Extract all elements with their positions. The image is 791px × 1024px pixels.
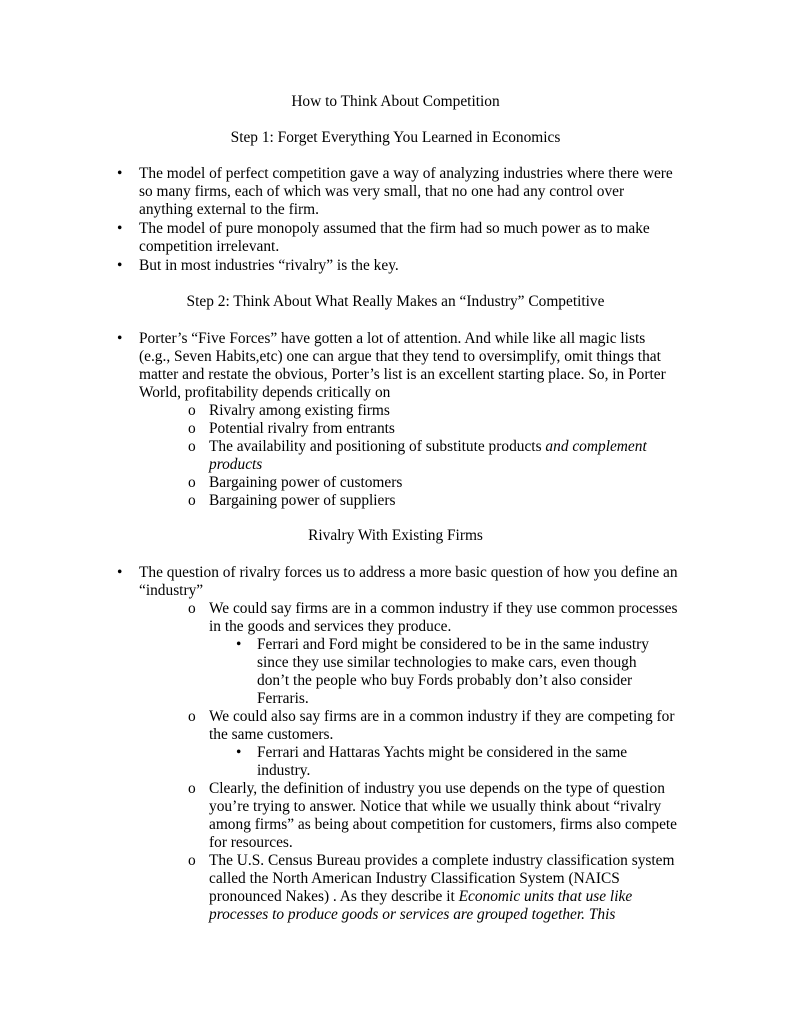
bullet-marker (117, 564, 122, 582)
sub-bullet-marker (188, 780, 196, 798)
sub-bullet-marker (188, 420, 196, 438)
rivalry-sub-1-example: Ferrari and Ford might be considered to be in the same industry since they use similar technologies to make cars, even though don’t the people who buy Fords probably don’t also consider Ferraris. (257, 636, 649, 707)
rivalry-intro: The question of rivalry forces us to address a more basic question of how you define an “industry” (139, 564, 678, 599)
step2-intro: Porter’s “Five Forces” have gotten a lot of attention. And while like all magic lists (e.g., Seven Habits,etc) one can argue that they tend to oversimplify, omit things that matter and restate the obvious, Porter’s list is an excellent starting place. So, in Porter World, profitability depends critically on (139, 330, 666, 401)
force-substitutes (209, 438, 679, 474)
step1-bullet-3: But in most industries “rivalry” is the key. (139, 257, 399, 274)
substitute-text: The availability and positioning of substitute products (209, 438, 546, 455)
force-rivalry-existing: Rivalry among existing firms (209, 402, 390, 419)
naics-text: The U.S. Census Bureau provides a complete industry classification system called the North American Industry Classification System (NAICS pronounced Nakes) . As they describe it (209, 852, 675, 905)
sub-bullet-marker (188, 852, 196, 870)
rivalry-sub-2-example: Ferrari and Hattaras Yachts might be considered in the same industry. (257, 744, 628, 779)
rivalry-sub-3: Clearly, the definition of industry you use depends on the type of question you’re trying to answer. Notice that while we usually think about “rivalry among firms” as being about competition for customers, firms also compete for resources. (209, 780, 678, 851)
complement-text: and complement products (209, 438, 647, 473)
rivalry-sub-1: We could say firms are in a common industry if they use common processes in the goods and services they produce. (209, 600, 678, 635)
bullet-marker (117, 165, 122, 183)
sub-bullet-marker (188, 492, 196, 510)
sub-bullet-marker (188, 708, 196, 726)
step1-heading: Step 1: Forget Everything You Learned in Economics (230, 129, 561, 146)
bullet-marker (236, 744, 241, 762)
sub-bullet-marker (188, 474, 196, 492)
sub-bullet-marker (188, 438, 196, 456)
step1-bullet-1: The model of perfect competition gave a way of analyzing industries where there were so many firms, each of which was very small, that no one had any control over anything external to the firm. (139, 165, 673, 218)
naics-quote: Economic units that use like processes to produce goods or services are grouped together. This (209, 888, 633, 923)
step1-bullet-2: The model of pure monopoly assumed that the firm had so much power as to make competition irrelevant. (139, 220, 650, 255)
force-potential-entrants: Potential rivalry from entrants (209, 420, 395, 437)
force-customers: Bargaining power of customers (209, 474, 403, 491)
document-title: How to Think About Competition (291, 93, 500, 110)
force-suppliers: Bargaining power of suppliers (209, 492, 396, 509)
rivalry-heading: Rivalry With Existing Firms (308, 527, 483, 544)
bullet-marker (236, 636, 241, 654)
bullet-marker (117, 330, 122, 348)
step2-heading: Step 2: Think About What Really Makes an “Industry” Competitive (186, 293, 605, 310)
bullet-marker (117, 220, 122, 238)
bullet-marker (117, 257, 122, 275)
sub-bullet-marker (188, 600, 196, 618)
sub-bullet-marker (188, 402, 196, 420)
rivalry-sub-2: We could also say firms are in a common industry if they are competing for the same customers. (209, 708, 675, 743)
rivalry-sub-4 (209, 852, 679, 924)
